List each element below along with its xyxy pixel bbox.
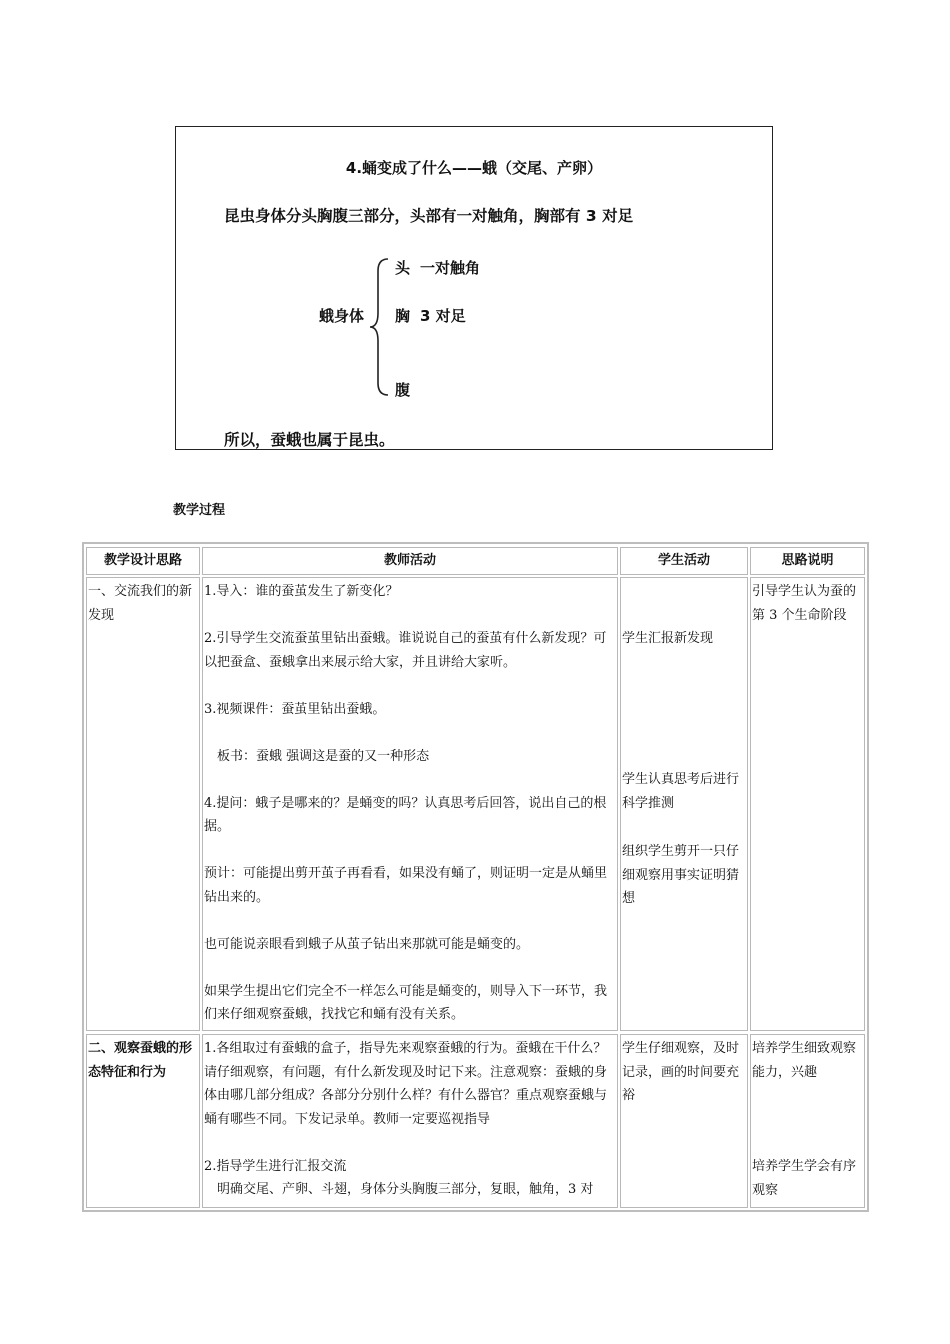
board-part-abdomen: 腹: [395, 381, 411, 399]
board-moth-body-label: 蛾身体: [319, 307, 365, 325]
row2-note: 培养学生细致观察能力，兴趣 培养学生学会有序观察: [750, 1034, 865, 1208]
board-insect-definition: 昆虫身体分头胸腹三部分，头部有一对触角，胸部有 3 对足: [224, 207, 634, 225]
row2-student: 学生仔细观察，及时记录，画的时间要充裕: [620, 1034, 748, 1208]
board-conclusion: 所以，蚕蛾也属于昆虫。: [224, 431, 395, 449]
board-part-head: 头 一对触角: [395, 259, 481, 277]
header-student: 学生活动: [620, 547, 748, 575]
blackboard-summary-box: [175, 126, 773, 450]
row2-teacher: 1.各组取过有蚕蛾的盒子，指导先来观察蚕蛾的行为。蚕蛾在干什么？请仔细观察，有问题，有什么新发现及时记下来。注意观察：蚕蛾的身体由哪几部分组成？各部分分别什么样？有什么器官？重点观察蚕蛾与蛹有哪些不同。下发记录单。教师一定要巡视指导 2.指导学生进行汇报交流 明确交尾、产卵、斗翅，身体分头胸腹三部分，复眼，触角，3 对: [202, 1034, 618, 1208]
board-part-thorax: 胸 3 对足: [395, 307, 466, 325]
row1-note: 引导学生认为蚕的第 3 个生命阶段: [750, 577, 865, 1031]
board-title: 4.蛹变成了什么——蛾（交尾、产卵）: [345, 159, 603, 177]
row1-teacher: 1.导入：谁的蚕茧发生了新变化？ 2.引导学生交流蚕茧里钻出蚕蛾。谁说说自己的蚕茧有什么新发现？可以把蚕盒、蚕蛾拿出来展示给大家，并且讲给大家听。 3.视频课件：蚕茧里钻出蚕蛾。 板书：蚕蛾 强调这是蚕的又一种形态 4.提问：蛾子是哪来的？是蛹变的吗？认真思考后回答，说出自己的根据。 预计：可能提出剪开茧子再看看，如果没有蛹了，则证明一定是从蛹里钻出来的。 也可能说亲眼看到蛾子从茧子钻出来那就可能是蛹变的。 如果学生提出它们完全不一样怎么可能是蛹变的，则导入下一环节，我们来仔细观察蚕蛾，找找它和蛹有没有关系。: [202, 577, 618, 1031]
brace-icon: [368, 257, 392, 397]
header-note: 思路说明: [750, 547, 865, 575]
teaching-process-table: [82, 542, 869, 1212]
header-teacher: 教师活动: [202, 547, 618, 575]
row2-design: 二、观察蚕蛾的形态特征和行为: [86, 1034, 200, 1208]
header-design: 教学设计思路: [86, 547, 200, 575]
row1-student: 学生汇报新发现 学生认真思考后进行科学推测 组织学生剪开一只仔细观察用事实证明猜想: [620, 577, 748, 1031]
section-heading-teaching-process: 教学过程: [173, 503, 226, 518]
row1-design: 一、交流我们的新发现: [86, 577, 200, 1031]
